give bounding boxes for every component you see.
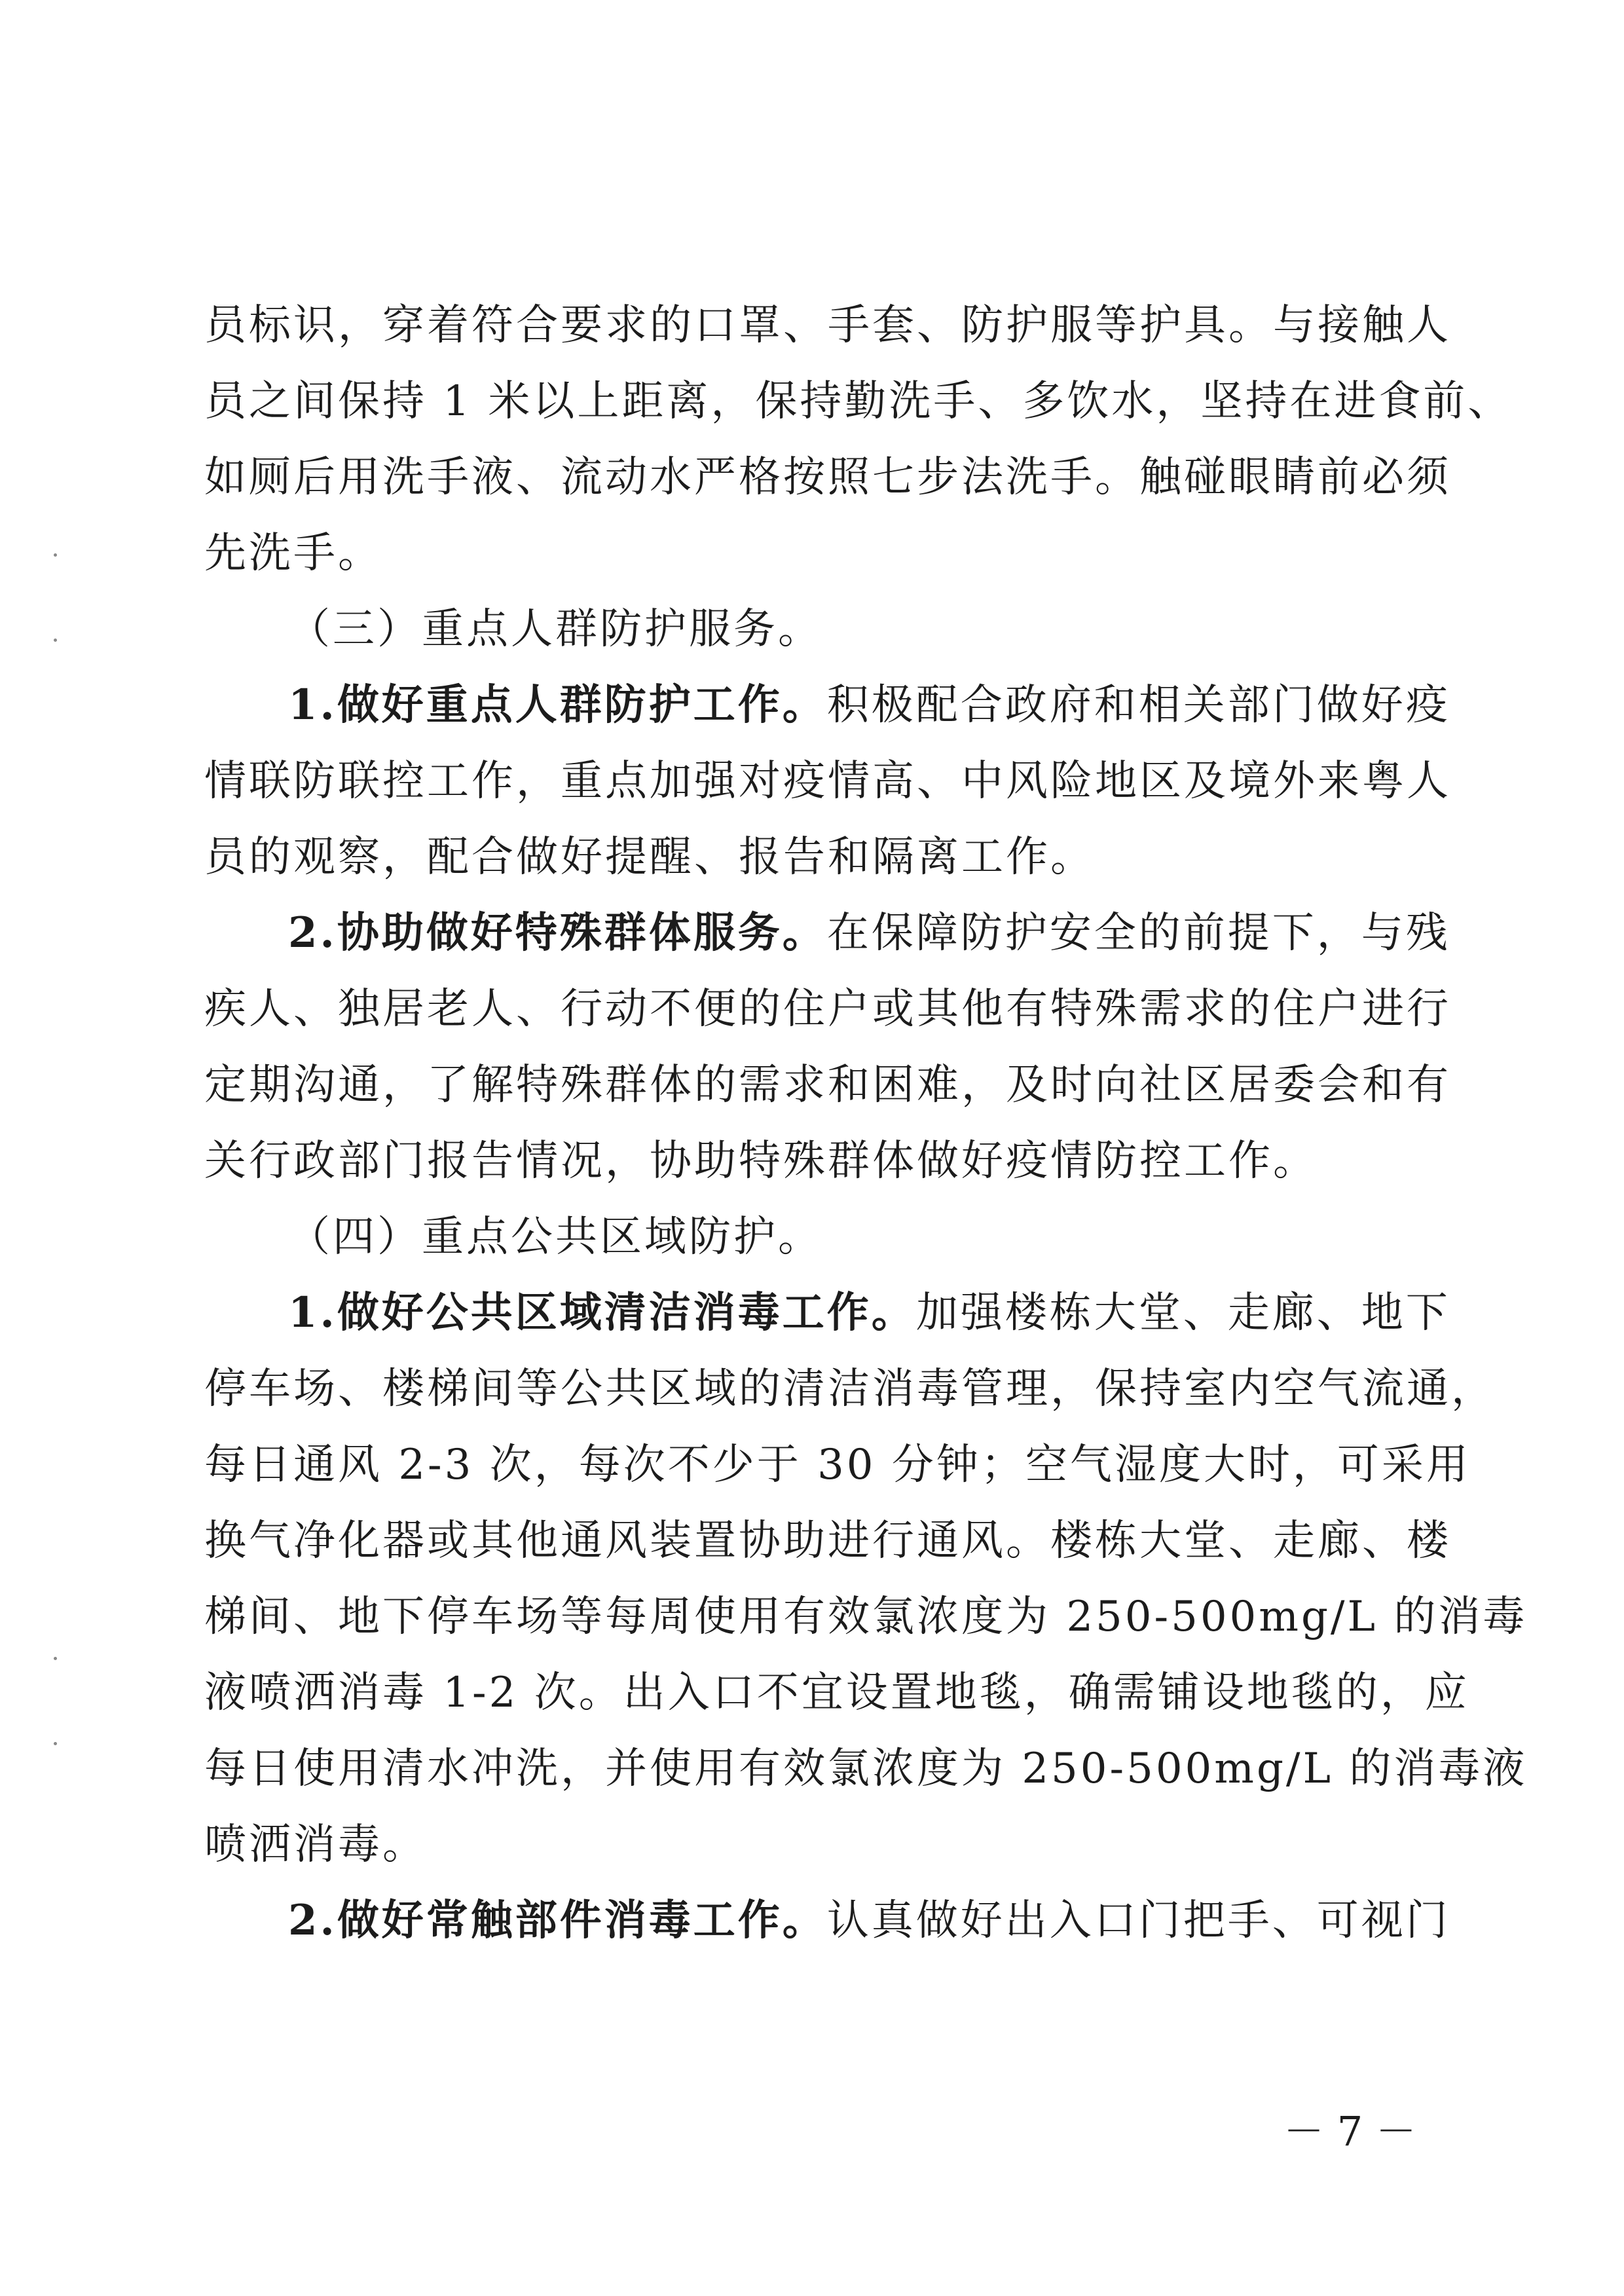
paragraph-line (288, 1284, 1450, 1342)
paragraph-line (288, 676, 1450, 735)
text-line: 如厕后用洗手液、流动水严格按照七步法洗手。触碰眼睛前必须 (204, 453, 1451, 502)
section-heading-4: （四）重点公共区域防护。 (288, 1213, 822, 1261)
text-line: 喷洒消毒。 (204, 1821, 427, 1869)
text-line: 定期沟通，了解特殊群体的需求和困难，及时向社区居委会和有 (204, 1061, 1451, 1109)
bold-heading: 2.协助做好特殊群体服务。 (288, 908, 827, 957)
text-line: 梯间、地下停车场等每周使用有效氯浓度为 250-500mg/L 的消毒 (204, 1593, 1528, 1641)
text-line: 液喷洒消毒 1-2 次。出入口不宜设置地毯，确需铺设地毯的，应 (204, 1669, 1469, 1717)
text-line: 疾人、独居老人、行动不便的住户或其他有特殊需求的住户进行 (204, 985, 1451, 1033)
page-number: － 7 － (1283, 2107, 1416, 2155)
margin-speck (54, 1657, 57, 1660)
bold-heading: 2.做好常触部件消毒工作。 (288, 1896, 827, 1945)
text-line: 员标识，穿着符合要求的口罩、手套、防护服等护具。与接触人 (204, 301, 1451, 350)
paragraph-text: 认真做好出入口门把手、可视门 (826, 1897, 1450, 1945)
text-line: 每日通风 2-3 次，每次不少于 30 分钟；空气湿度大时，可采用 (204, 1441, 1471, 1489)
text-line: 停车场、楼梯间等公共区域的清洁消毒管理，保持室内空气流通， (204, 1365, 1496, 1413)
margin-speck (54, 553, 57, 557)
paragraph-text: 在保障防护安全的前提下，与残 (826, 909, 1450, 957)
bold-heading: 1.做好公共区域清洁消毒工作。 (288, 1288, 916, 1337)
margin-speck (54, 639, 57, 642)
paragraph-text: 加强楼栋大堂、走廊、地下 (915, 1289, 1450, 1337)
paragraph-line (288, 904, 1450, 963)
text-line: 先洗手。 (204, 529, 382, 578)
bold-heading: 1.做好重点人群防护工作。 (288, 680, 827, 730)
text-line: 情联防联控工作，重点加强对疫情高、中风险地区及境外来粤人 (204, 757, 1451, 805)
margin-speck (54, 1742, 57, 1745)
text-line: 员之间保持 1 米以上距离，保持勤洗手、多饮水，坚持在进食前、 (204, 377, 1513, 426)
text-line: 换气净化器或其他通风装置协助进行通风。楼栋大堂、走廊、楼 (204, 1517, 1451, 1565)
text-line: 员的观察，配合做好提醒、报告和隔离工作。 (204, 833, 1095, 881)
text-line: 每日使用清水冲洗，并使用有效氯浓度为 250-500mg/L 的消毒液 (204, 1745, 1528, 1793)
section-heading-3: （三）重点人群防护服务。 (288, 605, 822, 654)
paragraph-text: 积极配合政府和相关部门做好疫 (826, 681, 1450, 730)
paragraph-line (288, 1891, 1450, 1950)
text-line: 关行政部门报告情况，协助特殊群体做好疫情防控工作。 (204, 1137, 1318, 1185)
